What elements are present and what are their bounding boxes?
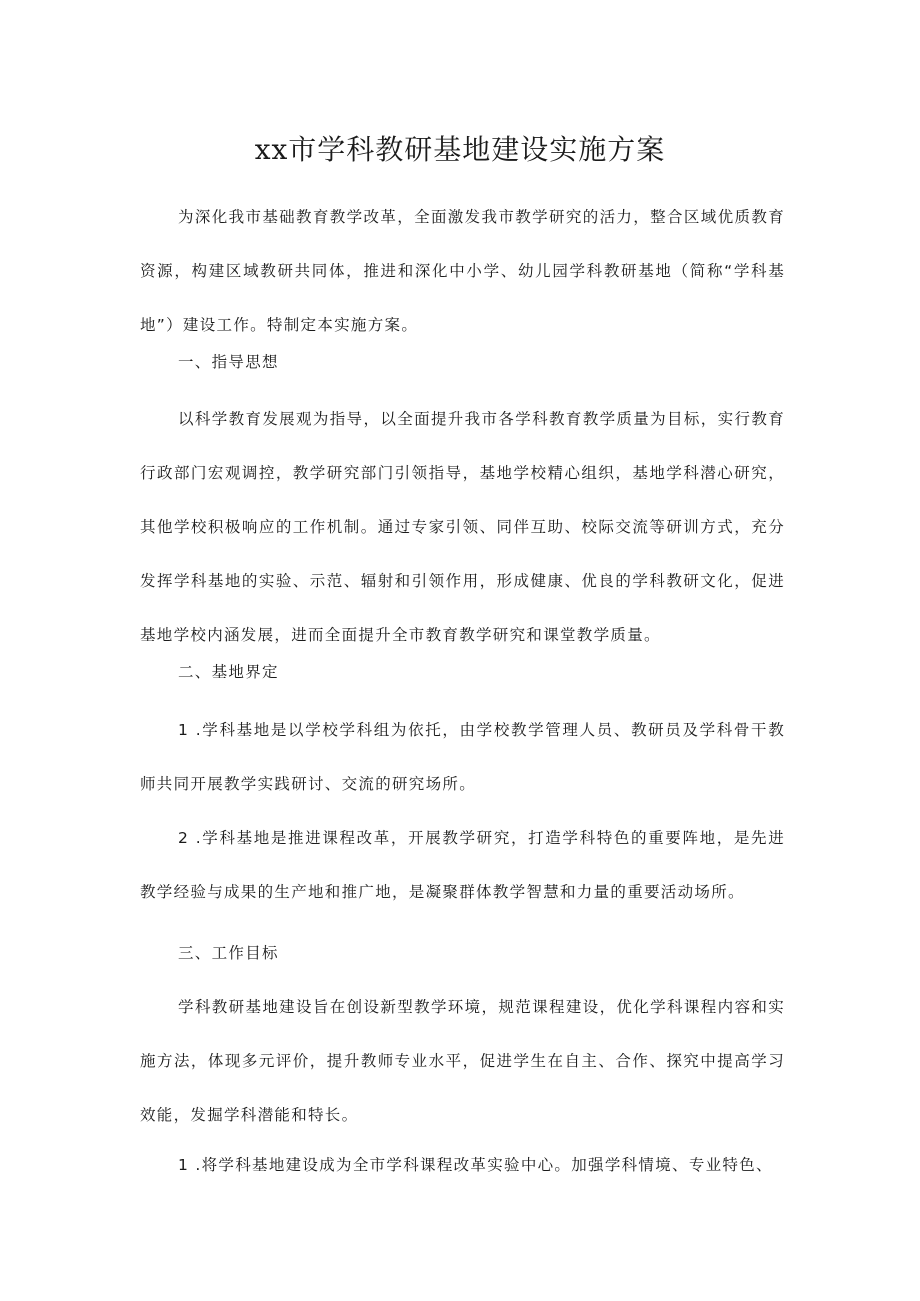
section-heading-guiding-ideology: 一、指导思想 xyxy=(178,353,279,371)
base-definition-item-1: 1 .学科基地是以学校学科组为依托，由学校教学管理人员、教研员及学科骨干教师共同开展教学实践研讨、交流的研究场所。 xyxy=(140,721,785,793)
work-goals-item-1: 1 .将学科基地建设成为全市学科课程改革实验中心。加强学科情境、专业特色、 xyxy=(178,1156,773,1174)
intro-paragraph: 为深化我市基础教育教学改革，全面激发我市教学研究的活力，整合区域优质教育资源，构建区域教研共同体，推进和深化中小学、幼儿园学科教研基地（简称“学科基地”）建设工作。特制定本实施方案。 xyxy=(140,208,785,334)
guiding-ideology-paragraph: 以科学教育发展观为指导，以全面提升我市各学科教育教学质量为目标，实行教育行政部门宏观调控，教学研究部门引领指导，基地学校精心组织，基地学科潜心研究，其他学校积极响应的工作机制。通过专家引领、同伴互助、校际交流等研训方式，充分发挥学科基地的实验、示范、辐射和引领作用，形成健康、优良的学科教研文化，促进基地学校内涵发展，进而全面提升全市教育教学研究和课堂教学质量。 xyxy=(140,410,785,644)
document-title: xx市学科教研基地建设实施方案 xyxy=(254,133,666,166)
base-definition-item-2: 2 .学科基地是推进课程改革，开展教学研究，打造学科特色的重要阵地，是先进教学经验与成果的生产地和推广地，是凝聚群体教学智慧和力量的重要活动场所。 xyxy=(140,829,785,901)
section-heading-base-definition: 二、基地界定 xyxy=(178,663,279,681)
work-goals-paragraph: 学科教研基地建设旨在创设新型教学环境，规范课程建设，优化学科课程内容和实施方法，体现多元评价，提升教师专业水平，促进学生在自主、合作、探究中提高学习效能，发掘学科潜能和特长。 xyxy=(140,998,785,1124)
section-heading-work-goals: 三、工作目标 xyxy=(178,944,279,962)
